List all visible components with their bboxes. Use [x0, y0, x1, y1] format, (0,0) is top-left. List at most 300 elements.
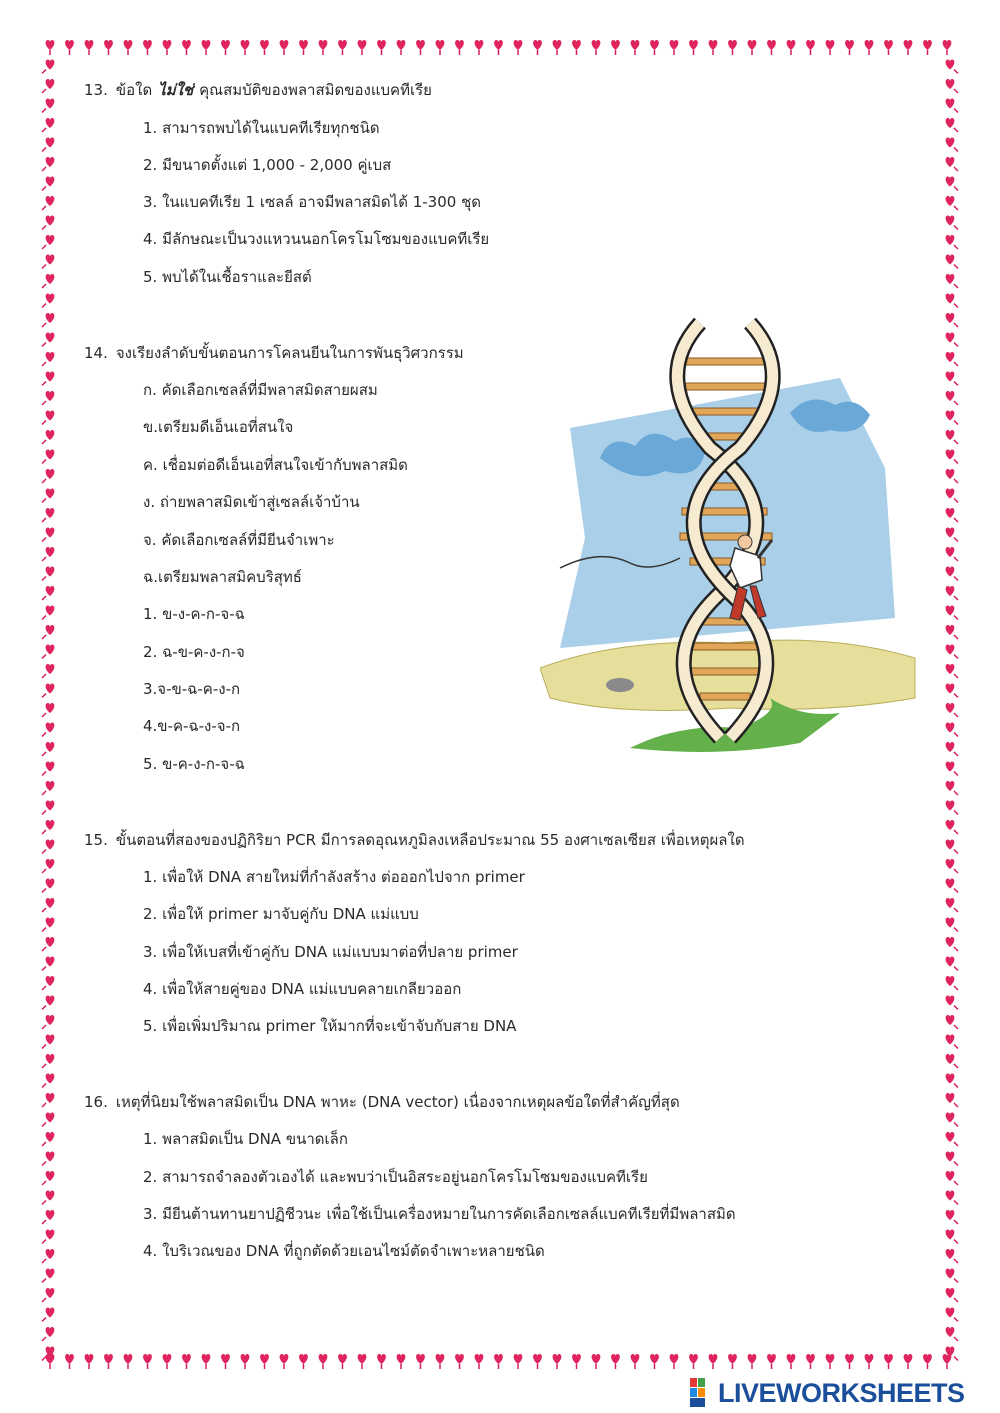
heart-icon [299, 40, 308, 50]
heart-icon [46, 1093, 55, 1103]
q14-step: ข.เตรียมดีเอ็นเอที่สนใจ [143, 418, 294, 436]
border-stem [42, 557, 46, 561]
heart-icon [946, 567, 955, 577]
question-prefix: ข้อใด [115, 81, 153, 99]
heart-icon [946, 469, 955, 479]
heart-icon [946, 118, 955, 128]
heart-icon [572, 1354, 581, 1364]
border-stem [954, 986, 958, 990]
heart-icon [46, 313, 55, 323]
heart-icon [946, 645, 955, 655]
border-stem [954, 518, 958, 522]
q14-option: 4.ข-ค-ฉ-ง-จ-ก [143, 717, 241, 735]
heart-icon [46, 60, 55, 70]
heart-icon [475, 40, 484, 50]
heart-icon [946, 742, 955, 752]
heart-icon [946, 898, 955, 908]
border-stem [42, 577, 46, 581]
border-stem [954, 1025, 958, 1029]
border-stem [954, 1006, 958, 1010]
question-emphasis: ไม่ใช่ [158, 81, 194, 99]
heart-icon [748, 40, 757, 50]
heart-icon [241, 1354, 250, 1364]
heart-icon [865, 40, 874, 50]
q13-option: 5. พบได้ในเชื้อราและยีสต์ [143, 268, 312, 286]
border-stem [42, 206, 46, 210]
heart-icon [46, 40, 55, 50]
border-stem [42, 187, 46, 191]
heart-icon [553, 1354, 562, 1364]
border-stem [954, 830, 958, 834]
heart-icon [946, 294, 955, 304]
heart-icon [182, 1354, 191, 1364]
q14-step: ก. คัดเลือกเซลล์ที่มีพลาสมิดสายผสม [143, 381, 378, 399]
heart-icon [143, 40, 152, 50]
heart-icon [946, 625, 955, 635]
heart-icon [46, 742, 55, 752]
heart-icon [946, 1152, 955, 1162]
q14-option: 2. ฉ-ข-ค-ง-ก-จ [143, 643, 245, 661]
border-stem [42, 499, 46, 503]
heart-icon [826, 1354, 835, 1364]
heart-icon [46, 625, 55, 635]
border-stem [42, 362, 46, 366]
heart-icon [946, 859, 955, 869]
border-stem [42, 421, 46, 425]
heart-icon [46, 1210, 55, 1220]
border-stem [954, 440, 958, 444]
q14-option: 3.จ-ข-ฉ-ค-ง-ก [143, 680, 241, 698]
heart-icon [946, 1347, 955, 1357]
border-stem [954, 70, 958, 74]
heart-icon [946, 586, 955, 596]
border-stem [954, 343, 958, 347]
border-stem [954, 811, 958, 815]
heart-icon [46, 898, 55, 908]
heart-icon [46, 879, 55, 889]
border-stem [42, 1045, 46, 1049]
border-stem [954, 421, 958, 425]
q15-option: 5. เพื่อเพิ่มปริมาณ primer ให้มากที่จะเข้าจับกับสาย DNA [143, 1017, 517, 1035]
border-stem [42, 674, 46, 678]
border-stem [954, 245, 958, 249]
heart-icon [46, 1327, 55, 1337]
liveworksheets-logo-icon [690, 1378, 714, 1408]
border-stem [42, 713, 46, 717]
heart-icon [46, 586, 55, 596]
heart-icon [946, 1249, 955, 1259]
heart-icon [104, 40, 113, 50]
heart-icon [904, 1354, 913, 1364]
heart-icon [946, 1191, 955, 1201]
heart-icon [514, 40, 523, 50]
border-stem [954, 1201, 958, 1205]
border-stem [954, 1084, 958, 1088]
border-stem [954, 382, 958, 386]
heart-icon [455, 40, 464, 50]
heart-icon [416, 1354, 425, 1364]
heart-icon [46, 352, 55, 362]
heart-icon [494, 40, 503, 50]
heart-icon [46, 333, 55, 343]
heart-icon [202, 1354, 211, 1364]
heart-icon [163, 1354, 172, 1364]
heart-icon [946, 79, 955, 89]
heart-icon [377, 40, 386, 50]
heart-icon [46, 801, 55, 811]
question-text: ขั้นตอนที่สองของปฏิกิริยา PCR มีการลดอุณหภูมิลงเหลือประมาณ 55 องศาเซลเซียส เพื่อเหตุผลใด [115, 831, 745, 849]
heart-icon [946, 99, 955, 109]
border-stem [954, 1318, 958, 1322]
heart-icon [946, 235, 955, 245]
border-stem [42, 1240, 46, 1244]
border-stem [954, 655, 958, 659]
heart-icon [104, 1354, 113, 1364]
heart-icon [46, 528, 55, 538]
rock [606, 678, 634, 692]
heart-icon [46, 976, 55, 986]
heart-icon [946, 313, 955, 323]
border-stem [954, 1337, 958, 1341]
q13-option: 4. มีลักษณะเป็นวงแหวนนอกโครโมโซมของแบคทีเรีย [143, 230, 490, 248]
border-stem [954, 850, 958, 854]
border-stem [954, 538, 958, 542]
heart-icon [46, 664, 55, 674]
heart-icon [946, 411, 955, 421]
heart-icon [946, 723, 955, 733]
heart-icon [46, 274, 55, 284]
border-stem [954, 889, 958, 893]
heart-icon [46, 1113, 55, 1123]
heart-icon [46, 703, 55, 713]
border-stem [954, 187, 958, 191]
border-stem [42, 733, 46, 737]
heart-icon [946, 1230, 955, 1240]
heart-icon [946, 138, 955, 148]
border-stem [42, 596, 46, 600]
heart-icon [46, 196, 55, 206]
heart-icon [46, 996, 55, 1006]
heart-icon [767, 1354, 776, 1364]
border-stem [42, 1142, 46, 1146]
heart-icon [46, 762, 55, 772]
border-stem [954, 1357, 958, 1361]
border-stem [954, 1259, 958, 1263]
border-stem [954, 1045, 958, 1049]
q16-option: 3. มียีนต้านทานยาปฏิชีวนะ เพื่อใช้เป็นเครื่องหมายในการคัดเลือกเซลล์แบคทีเรียที่มีพลาสมิด [143, 1205, 736, 1223]
heart-icon [946, 391, 955, 401]
border-stem [42, 1064, 46, 1068]
heart-icon [946, 840, 955, 850]
heart-icon [946, 1074, 955, 1084]
heart-icon [946, 1210, 955, 1220]
heart-icon [280, 1354, 289, 1364]
heart-icon [46, 508, 55, 518]
question-16 [84, 1092, 680, 1112]
heart-icon [943, 40, 952, 50]
border-stem [954, 616, 958, 620]
question-14 [84, 343, 464, 363]
border-stem [954, 752, 958, 756]
border-stem [42, 986, 46, 990]
heart-icon [46, 138, 55, 148]
heart-icon [46, 235, 55, 245]
heart-icon [46, 99, 55, 109]
border-stem [954, 167, 958, 171]
heart-icon [46, 1308, 55, 1318]
border-stem [954, 791, 958, 795]
heart-icon [884, 1354, 893, 1364]
heart-icon [611, 1354, 620, 1364]
heart-icon [46, 411, 55, 421]
heart-icon [46, 372, 55, 382]
border-stem [954, 1298, 958, 1302]
q16-option: 1. พลาสมิดเป็น DNA ขนาดเล็ก [143, 1130, 348, 1148]
border-stem [42, 323, 46, 327]
heart-icon [946, 216, 955, 226]
heart-icon [946, 879, 955, 889]
heart-icon [46, 684, 55, 694]
border-stem [42, 1181, 46, 1185]
q15-option: 1. เพื่อให้ DNA สายใหม่ที่กำลังสร้าง ต่อออกไปจาก primer [143, 868, 525, 886]
border-stem [42, 401, 46, 405]
q14-step: ง. ถ่ายพลาสมิดเข้าสู่เซลล์เจ้าบ้าน [143, 493, 360, 511]
heart-icon [46, 430, 55, 440]
heart-icon [946, 450, 955, 460]
heart-icon [946, 781, 955, 791]
heart-icon [728, 40, 737, 50]
border-stem [42, 1123, 46, 1127]
heart-icon [221, 1354, 230, 1364]
heart-icon [767, 40, 776, 50]
heart-icon [670, 1354, 679, 1364]
q13-option: 1. สามารถพบได้ในแบคทีเรียทุกชนิด [143, 119, 380, 137]
heart-icon [946, 274, 955, 284]
heart-icon [46, 469, 55, 479]
border-stem [42, 1279, 46, 1283]
q14-step: จ. คัดเลือกเซลล์ที่มียีนจำเพาะ [143, 531, 335, 549]
question-13 [84, 80, 432, 100]
border-stem [42, 850, 46, 854]
border-stem [42, 908, 46, 912]
heart-icon [826, 40, 835, 50]
heart-icon [46, 859, 55, 869]
heart-icon [592, 40, 601, 50]
q15-option: 3. เพื่อให้เบสที่เข้าคู่กับ DNA แม่แบบมาต่อที่ปลาย primer [143, 943, 518, 961]
heart-icon [806, 1354, 815, 1364]
border-stem [954, 713, 958, 717]
heart-icon [260, 40, 269, 50]
border-stem [42, 1201, 46, 1205]
heart-icon [46, 1074, 55, 1084]
heart-icon [46, 1230, 55, 1240]
heart-icon [46, 255, 55, 265]
heart-icon [475, 1354, 484, 1364]
question-15 [84, 830, 745, 850]
heart-icon [946, 1269, 955, 1279]
heart-icon [904, 40, 913, 50]
heart-icon [358, 1354, 367, 1364]
heart-icon [946, 430, 955, 440]
heart-icon [946, 333, 955, 343]
heart-icon [946, 606, 955, 616]
border-stem [954, 109, 958, 113]
heart-icon [46, 1269, 55, 1279]
border-stem [954, 1142, 958, 1146]
heart-icon [946, 957, 955, 967]
heart-icon [946, 352, 955, 362]
border-stem [42, 440, 46, 444]
border-stem [954, 967, 958, 971]
q13-option: 3. ในแบคทีเรีย 1 เซลล์ อาจมีพลาสมิดได้ 1-300 ชุด [143, 193, 482, 211]
heart-icon [946, 1035, 955, 1045]
border-stem [42, 655, 46, 659]
border-stem [42, 265, 46, 269]
heart-icon [670, 40, 679, 50]
border-stem [954, 869, 958, 873]
border-stem [954, 1279, 958, 1283]
heart-icon [946, 918, 955, 928]
heart-icon [46, 820, 55, 830]
border-stem [954, 596, 958, 600]
heart-icon [182, 40, 191, 50]
heart-icon [65, 1354, 74, 1364]
border-stem [954, 733, 958, 737]
heart-icon [946, 1171, 955, 1181]
border-stem [954, 265, 958, 269]
border-stem [42, 284, 46, 288]
border-stem [42, 811, 46, 815]
border-stem [42, 1298, 46, 1302]
border-stem [42, 1337, 46, 1341]
heart-icon [650, 40, 659, 50]
liveworksheets-brand[interactable] [690, 1376, 996, 1410]
heart-icon [946, 1113, 955, 1123]
brand-name: LIVEWORKSHEETS [718, 1377, 965, 1408]
heart-icon [65, 40, 74, 50]
heart-icon [923, 1354, 932, 1364]
heart-icon [455, 1354, 464, 1364]
border-stem [954, 694, 958, 698]
heart-icon [631, 1354, 640, 1364]
heart-icon [689, 1354, 698, 1364]
heart-icon [946, 937, 955, 947]
heart-icon [46, 118, 55, 128]
heart-icon [787, 40, 796, 50]
heart-icon [946, 255, 955, 265]
question-number: 15. [84, 831, 108, 849]
border-stem [42, 1084, 46, 1088]
question-number: 14. [84, 344, 108, 362]
heart-icon [946, 489, 955, 499]
heart-icon [46, 157, 55, 167]
border-stem [954, 89, 958, 93]
heart-icon [611, 40, 620, 50]
heart-icon [946, 547, 955, 557]
border-stem [42, 1357, 46, 1361]
heart-icon [85, 1354, 94, 1364]
border-stem [42, 694, 46, 698]
heart-icon [728, 1354, 737, 1364]
heart-icon [592, 1354, 601, 1364]
heart-icon [884, 40, 893, 50]
border-stem [954, 635, 958, 639]
heart-icon [572, 40, 581, 50]
q15-option: 2. เพื่อให้ primer มาจับคู่กับ DNA แม่แบบ [143, 905, 419, 923]
border-stem [42, 226, 46, 230]
q15-option: 4. เพื่อให้สายคู่ของ DNA แม่แบบคลายเกลียวออก [143, 980, 462, 998]
question-text: จงเรียงลำดับขั้นตอนการโคลนยีนในการพันธุวิศวกรรม [115, 344, 464, 362]
heart-icon [946, 177, 955, 187]
heart-icon [946, 1288, 955, 1298]
heart-icon [46, 1054, 55, 1064]
border-stem [42, 538, 46, 542]
heart-icon [46, 1191, 55, 1201]
q16-option: 2. สามารถจำลองตัวเองได้ และพบว่าเป็นอิสระอยู่นอกโครโมโซมของแบคทีเรีย [143, 1168, 648, 1186]
heart-icon [709, 1354, 718, 1364]
heart-icon [358, 40, 367, 50]
border-stem [42, 382, 46, 386]
border-stem [42, 928, 46, 932]
heart-icon [46, 216, 55, 226]
heart-icon [280, 40, 289, 50]
heart-icon [748, 1354, 757, 1364]
heart-icon [689, 40, 698, 50]
heart-icon [299, 1354, 308, 1364]
heart-icon [46, 391, 55, 401]
border-stem [954, 226, 958, 230]
heart-icon [946, 60, 955, 70]
heart-icon [241, 40, 250, 50]
heart-icon [946, 372, 955, 382]
heart-icon [377, 1354, 386, 1364]
border-stem [954, 1123, 958, 1127]
heart-icon [650, 1354, 659, 1364]
heart-icon [124, 1354, 133, 1364]
border-stem [954, 479, 958, 483]
heart-icon [533, 1354, 542, 1364]
heart-icon [436, 1354, 445, 1364]
border-stem [42, 752, 46, 756]
heart-icon [46, 450, 55, 460]
heart-icon [946, 762, 955, 772]
border-stem [954, 460, 958, 464]
border-stem [42, 967, 46, 971]
heart-icon [221, 40, 230, 50]
border-stem [954, 1162, 958, 1166]
heart-icon [946, 1308, 955, 1318]
border-stem [954, 206, 958, 210]
border-stem [42, 304, 46, 308]
heart-icon [338, 40, 347, 50]
heart-icon [946, 528, 955, 538]
heart-icon [631, 40, 640, 50]
border-stem [954, 674, 958, 678]
heart-icon [46, 840, 55, 850]
heart-icon [319, 40, 328, 50]
heart-icon [46, 294, 55, 304]
border-stem [954, 148, 958, 152]
border-stem [42, 1220, 46, 1224]
border-stem [42, 616, 46, 620]
border-stem [954, 577, 958, 581]
heart-icon [436, 40, 445, 50]
q14-step: ค. เชื่อมต่อดีเอ็นเอที่สนใจเข้ากับพลาสมิด [143, 456, 408, 474]
heart-icon [46, 1132, 55, 1142]
border-stem [954, 947, 958, 951]
heart-icon [397, 1354, 406, 1364]
border-stem [954, 499, 958, 503]
